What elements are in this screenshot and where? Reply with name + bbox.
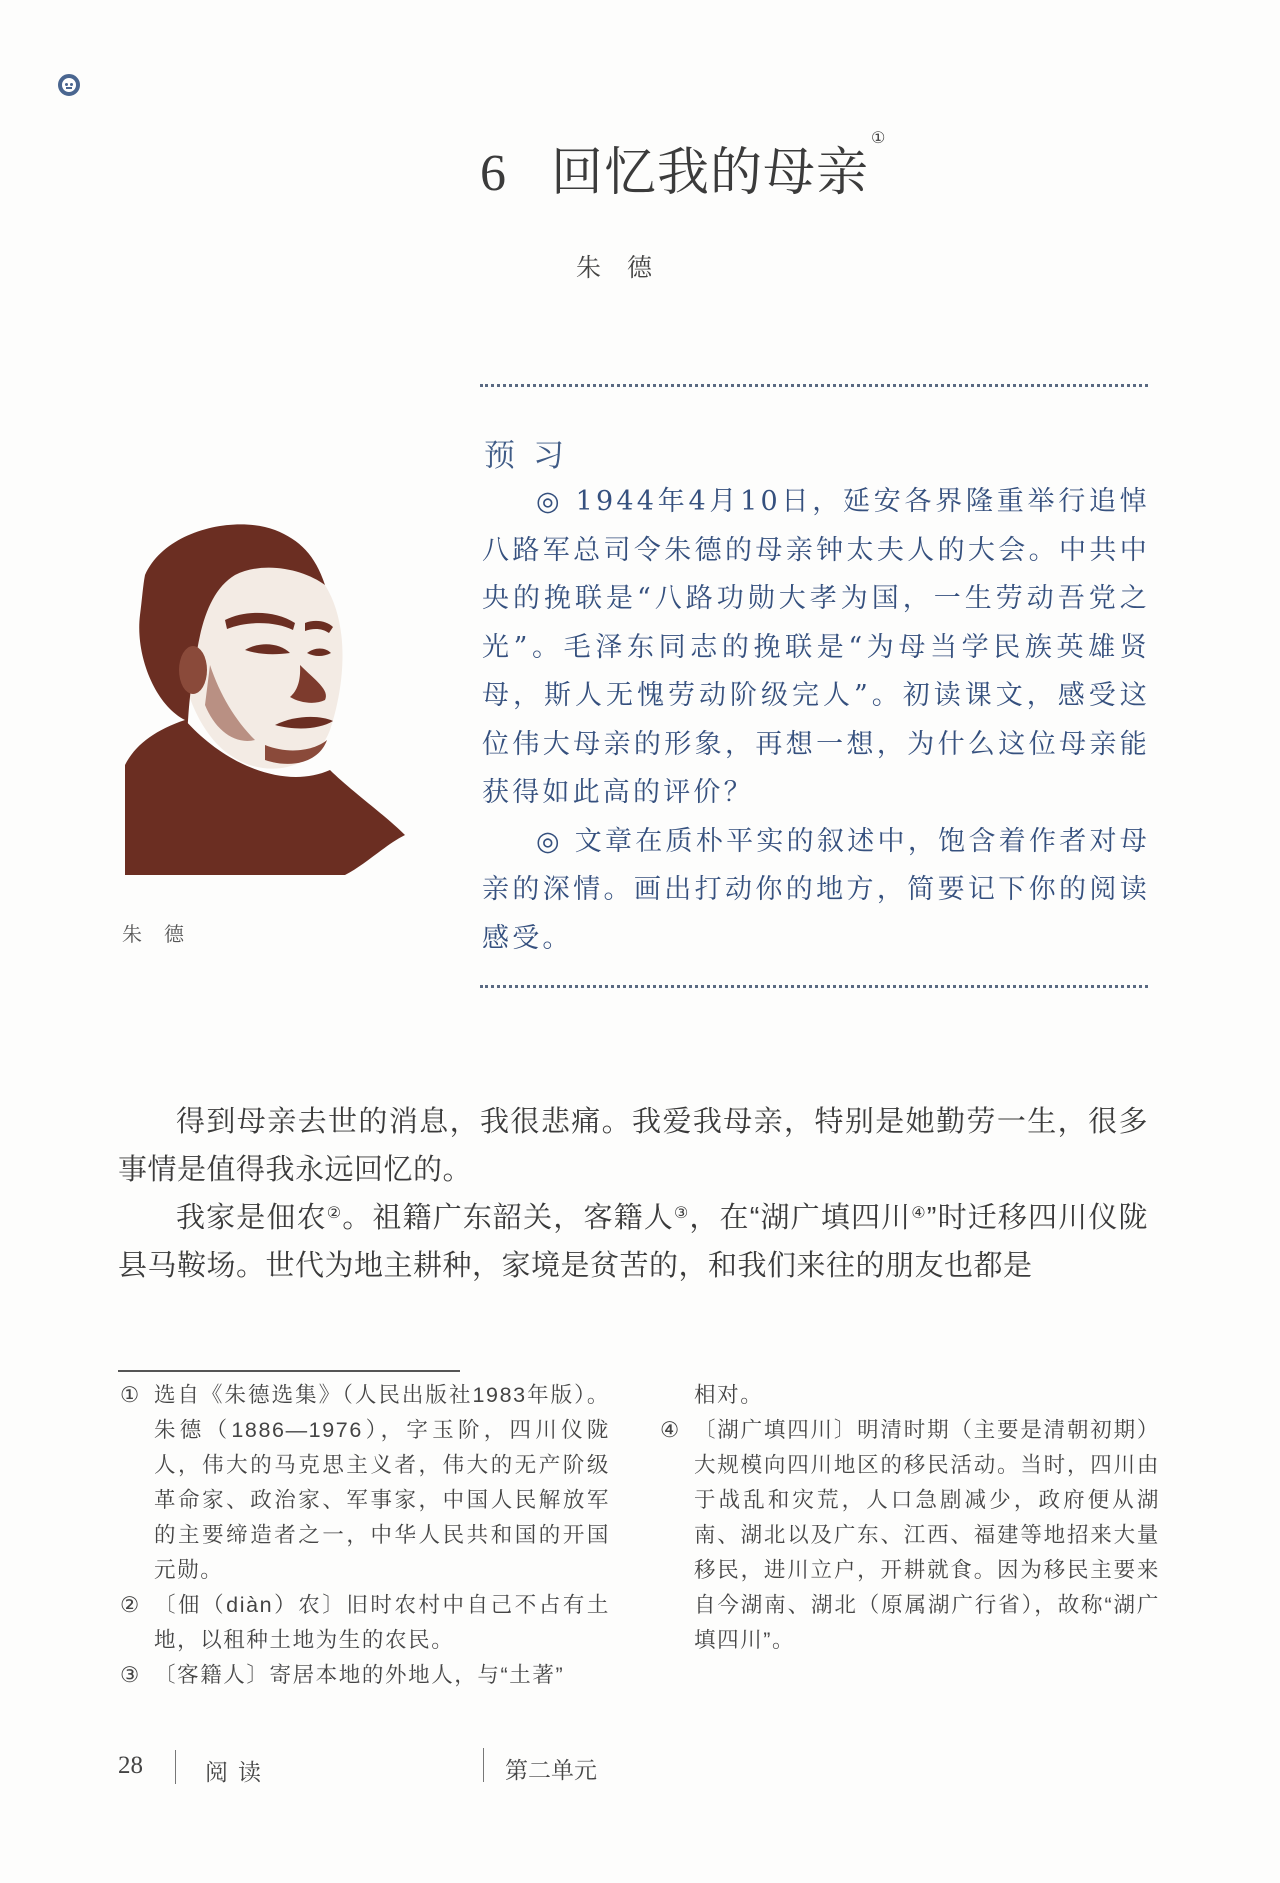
main-paragraph-1: 得到母亲去世的消息，我很悲痛。我爱我母亲，特别是她勤劳一生，很多事情是值得我永远回忆的。	[118, 1106, 1148, 1186]
main-paragraph-2	[118, 1194, 1148, 1290]
title-footnote-mark[interactable]: ①	[871, 130, 887, 147]
footnote-mark-4[interactable]: ④	[911, 1205, 927, 1222]
portrait-caption: 朱德	[122, 922, 206, 946]
logo-mouth	[66, 87, 72, 89]
footnote-1	[120, 1378, 610, 1588]
footer-section-label: 阅读	[205, 1760, 271, 1786]
footnote-3-continued	[660, 1378, 1160, 1413]
portrait-image	[115, 515, 415, 880]
footnote-number: ④	[660, 1418, 681, 1442]
footnote-4	[660, 1413, 1160, 1658]
preview-paragraph: ◎ 1944年4月10日，延安各界隆重举行追悼八路军总司令朱德的母亲钟太夫人的大会。中共中央的挽联是“八路功勋大孝为国，一生劳动吾党之光”。毛泽东同志的挽联是“为母当学民族英雄贤母，斯人无愧劳动阶级完人”。初读课文，感受这位伟大母亲的形象，再想一想，为什么这位母亲能获得如此高的评价？	[482, 486, 1150, 808]
text-segment: 。祖籍广东韶关，客籍人	[342, 1202, 674, 1234]
footer-divider	[483, 1748, 484, 1782]
lesson-title	[480, 130, 886, 205]
text-segment: 我家是佃农	[176, 1202, 327, 1234]
preview-body	[482, 478, 1150, 963]
footnote-text: 〔客籍人〕寄居本地的外地人，与“土著”	[154, 1663, 565, 1687]
footer-divider	[175, 1750, 176, 1784]
footnotes-right-column	[660, 1378, 1160, 1658]
footnote-number: ③	[120, 1663, 141, 1687]
main-text	[118, 1098, 1148, 1290]
footnote-divider	[118, 1370, 460, 1372]
logo-eye-left	[65, 83, 68, 86]
lesson-title-text: 回忆我的母亲	[551, 145, 870, 202]
preview-bottom-divider	[480, 985, 1148, 988]
portrait-illustration	[115, 515, 415, 880]
text-segment: ，在“湖广填四川	[689, 1202, 912, 1234]
footnotes-left-column	[120, 1378, 610, 1693]
footnote-text: 〔佃（diàn）农〕旧时农村中自己不占有土地，以租种土地为生的农民。	[154, 1593, 610, 1652]
footnote-text: 选自《朱德选集》（人民出版社1983年版）。朱德（1886—1976），字玉阶，四川仪陇人，伟大的马克思主义者，伟大的无产阶级革命家、政治家、军事家，中国人民解放军的主要缔造者之一，中华人民共和国的开国元勋。	[154, 1383, 610, 1582]
footnote-mark-2[interactable]: ②	[326, 1205, 343, 1222]
preview-heading: 预习	[484, 438, 582, 474]
preview-paragraph: ◎ 文章在质朴平实的叙述中，饱含着作者对母亲的深情。画出打动你的地方，简要记下你的阅读感受。	[482, 825, 1150, 954]
preview-top-divider	[480, 384, 1148, 387]
footnote-mark-3[interactable]: ③	[673, 1205, 690, 1222]
logo-eye-right	[70, 83, 73, 86]
footnote-number: ①	[120, 1383, 141, 1407]
footer-unit-label: 第二单元	[505, 1758, 597, 1784]
footnote-number: ②	[120, 1593, 141, 1617]
footnote-text: 〔湖广填四川〕明清时期（主要是清朝初期）大规模向四川地区的移民活动。当时，四川由于战乱和灾荒，人口急剧减少，政府便从湖南、湖北以及广东、江西、福建等地招来大量移民，进川立户，开耕就食。因为移民主要来自今湖南、湖北（原属湖广行省），故称“湖广填四川”。	[694, 1418, 1160, 1652]
lesson-number: 6	[480, 145, 507, 202]
smiley-face-icon	[58, 74, 80, 96]
page-number: 28	[118, 1752, 143, 1779]
footnote-3	[120, 1658, 610, 1693]
footnote-2	[120, 1588, 610, 1658]
footnote-text: 相对。	[694, 1383, 764, 1407]
author-name: 朱德	[576, 253, 679, 282]
text-segment: ”时迁移四川仪陇县马鞍场。世代为地主耕种，家境是贫苦的，和我们来往的朋友也都是	[118, 1202, 1148, 1282]
